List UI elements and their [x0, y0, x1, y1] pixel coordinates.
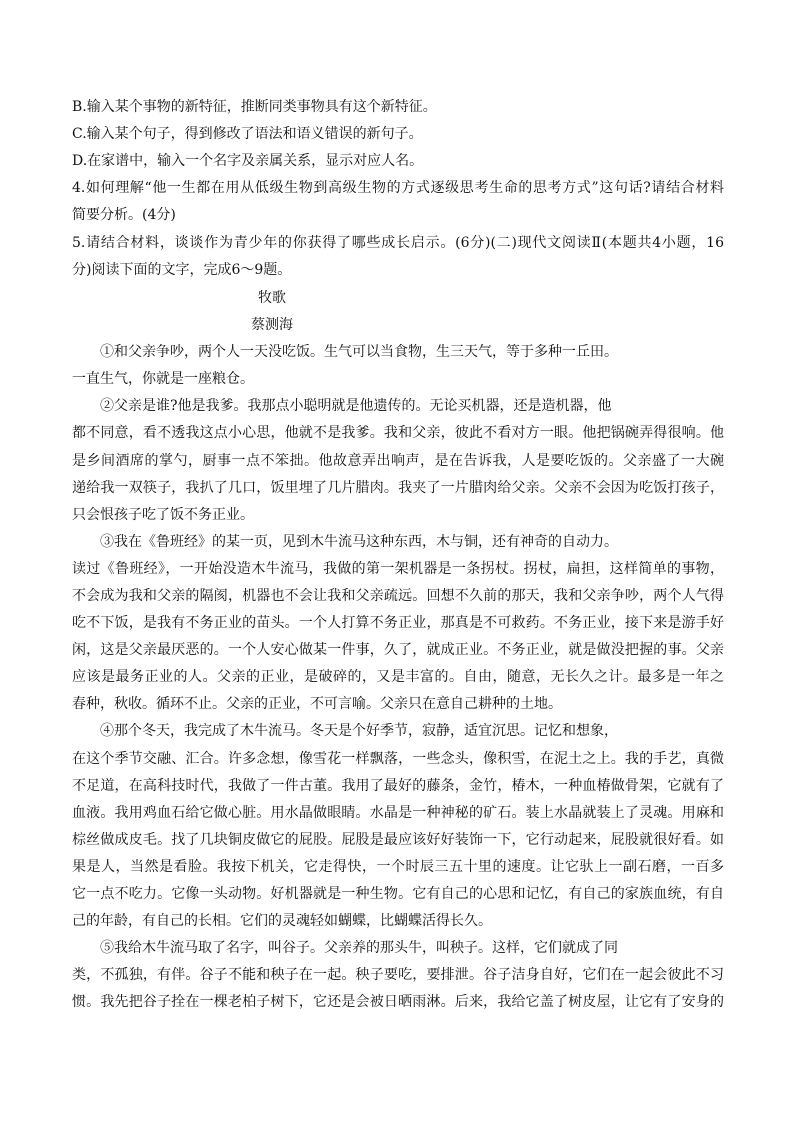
article-line: 在这个季节交融、汇合。许多念想，像雪花一样飘落，一些念头，像积雪，在泥土之上。我的手艺，真微	[72, 751, 724, 767]
article-line: 应该是最务正业的人。父亲的正业，是破碎的，又是丰富的。自由，随意，无长久之计。最多是一年之	[72, 669, 724, 685]
article-line: 己的年龄，有自己的长相。它们的灵魂轻如蝴蝶，比蝴蝶活得长久。	[72, 913, 492, 929]
article-line: ②父亲是谁?他是我爹。我那点小聪明就是他遗传的。无论买机器，还是造机器，他	[100, 398, 612, 414]
article-title: 牧歌	[258, 290, 286, 306]
article-line: 它一点不吃力。它像一头动物。好机器就是一种生物。它有自己的心思和记忆，有自己的家族血统，有自	[72, 886, 724, 902]
article-line: ⑤我给木牛流马取了名字，叫谷子。父亲养的那头牛，叫秧子。这样，它们就成了同	[100, 940, 618, 956]
article-line: 读过《鲁班经》，一开始没造木牛流马，我做的第一架机器是一条拐杖。拐杖，扁担，这样简单的事物，	[72, 561, 724, 577]
article-author: 蔡测海	[251, 317, 293, 333]
article-line: 不足道，在高科技时代，我做了一件古董。我用了最好的藤条，金竹，椿木，一种血椿做骨架，它就有了	[72, 778, 724, 794]
q5-line-2: 分)阅读下面的文字，完成6～9题。	[72, 262, 292, 278]
q3-option-d: D.在家谱中，输入一个名字及亲属关系，显示对应人名。	[72, 153, 424, 169]
article-line: 惯。我先把谷子拴在一棵老柏子树下，它还是会被日晒雨淋。后来，我给它盖了树皮屋，让它有了安身的	[72, 994, 724, 1010]
article-line: 闲，这是父亲最厌恶的。一个人安心做某一件事，久了，就成正业。不务正业，就是做没把握的事。父亲	[72, 642, 724, 658]
q3-option-c: C.输入某个句子，得到修改了语法和语义错误的新句子。	[72, 126, 423, 142]
article-line: ③我在《鲁班经》的某一页，见到木牛流马这种东西，木与铜，还有神奇的自动力。	[100, 534, 618, 550]
q4-line-1: 4.如何理解“他一生都在用从低级生物到高级生物的方式逐级思考生命的思考方式”这句话?请结合材料	[72, 180, 724, 196]
article-line: 血液。我用鸡血石给它做心脏。用水晶做眼睛。水晶是一种神秘的矿石。装上水晶就装上了灵魂。用麻和	[72, 805, 724, 821]
article-line: ④那个冬天，我完成了木牛流马。冬天是个好季节，寂静，适宜沉思。记忆和想象，	[100, 723, 618, 739]
article-line: 都不同意，看不透我这点小心思，他就不是我爹。我和父亲，彼此不看对方一眼。他把锅碗弄得很响。他	[72, 425, 724, 441]
q3-option-b: B.输入某个事物的新特征，推断同类事物具有这个新特征。	[72, 99, 437, 115]
article-line: 春种，秋收。循环不止。父亲的正业，不可言喻。父亲只在意自己耕种的土地。	[72, 696, 562, 712]
article-line: 递给我一双筷子，我扒了几口，饭里埋了几片腊肉。我夹了一片腊肉给父亲。父亲不会因为吃饭打孩子，	[72, 480, 724, 496]
article-line: 一直生气，你就是一座粮仓。	[72, 371, 254, 387]
article-line: 吃不下饭，是我有不务正业的苗头。一个人打算不务正业，那真是不可救药。不务正业，接下来是游手好	[72, 615, 724, 631]
article-line: 不会成为我和父亲的隔阂，机器也不会让我和父亲疏远。回想不久前的那天，我和父亲争吵，两个人气得	[72, 588, 724, 604]
article-line: 只会恨孩子吃了饭不务正业。	[72, 507, 254, 523]
article-line: ①和父亲争吵，两个人一天没吃饭。生气可以当食物，生三天气，等于多种一丘田。	[100, 344, 618, 360]
q4-line-2: 简要分析。(4分)	[72, 207, 176, 223]
article-line: 类，不孤独，有伴。谷子不能和秧子在一起。秧子要吃，要排泄。谷子洁身自好，它们在一起会彼此不习	[72, 967, 724, 983]
q5-line-1: 5.请结合材料，谈谈作为青少年的你获得了哪些成长启示。(6分)(二)现代文阅读Ⅱ(本题共4小题，16	[72, 235, 724, 251]
article-line: 棕丝做成皮毛。找了几块铜皮做它的屁股。屁股是最应该好好装饰一下，它行动起来，屁股就很好看。如	[72, 832, 724, 848]
article-line: 果是人，当然是看脸。我按下机关，它走得快，一个时辰三五十里的速度。让它驮上一副石磨，一百多	[72, 859, 724, 875]
article-line: 是乡间酒席的掌勺，厨事一点不笨拙。他故意弄出响声，是在告诉我，人是要吃饭的。父亲盛了一大碗	[72, 453, 724, 469]
